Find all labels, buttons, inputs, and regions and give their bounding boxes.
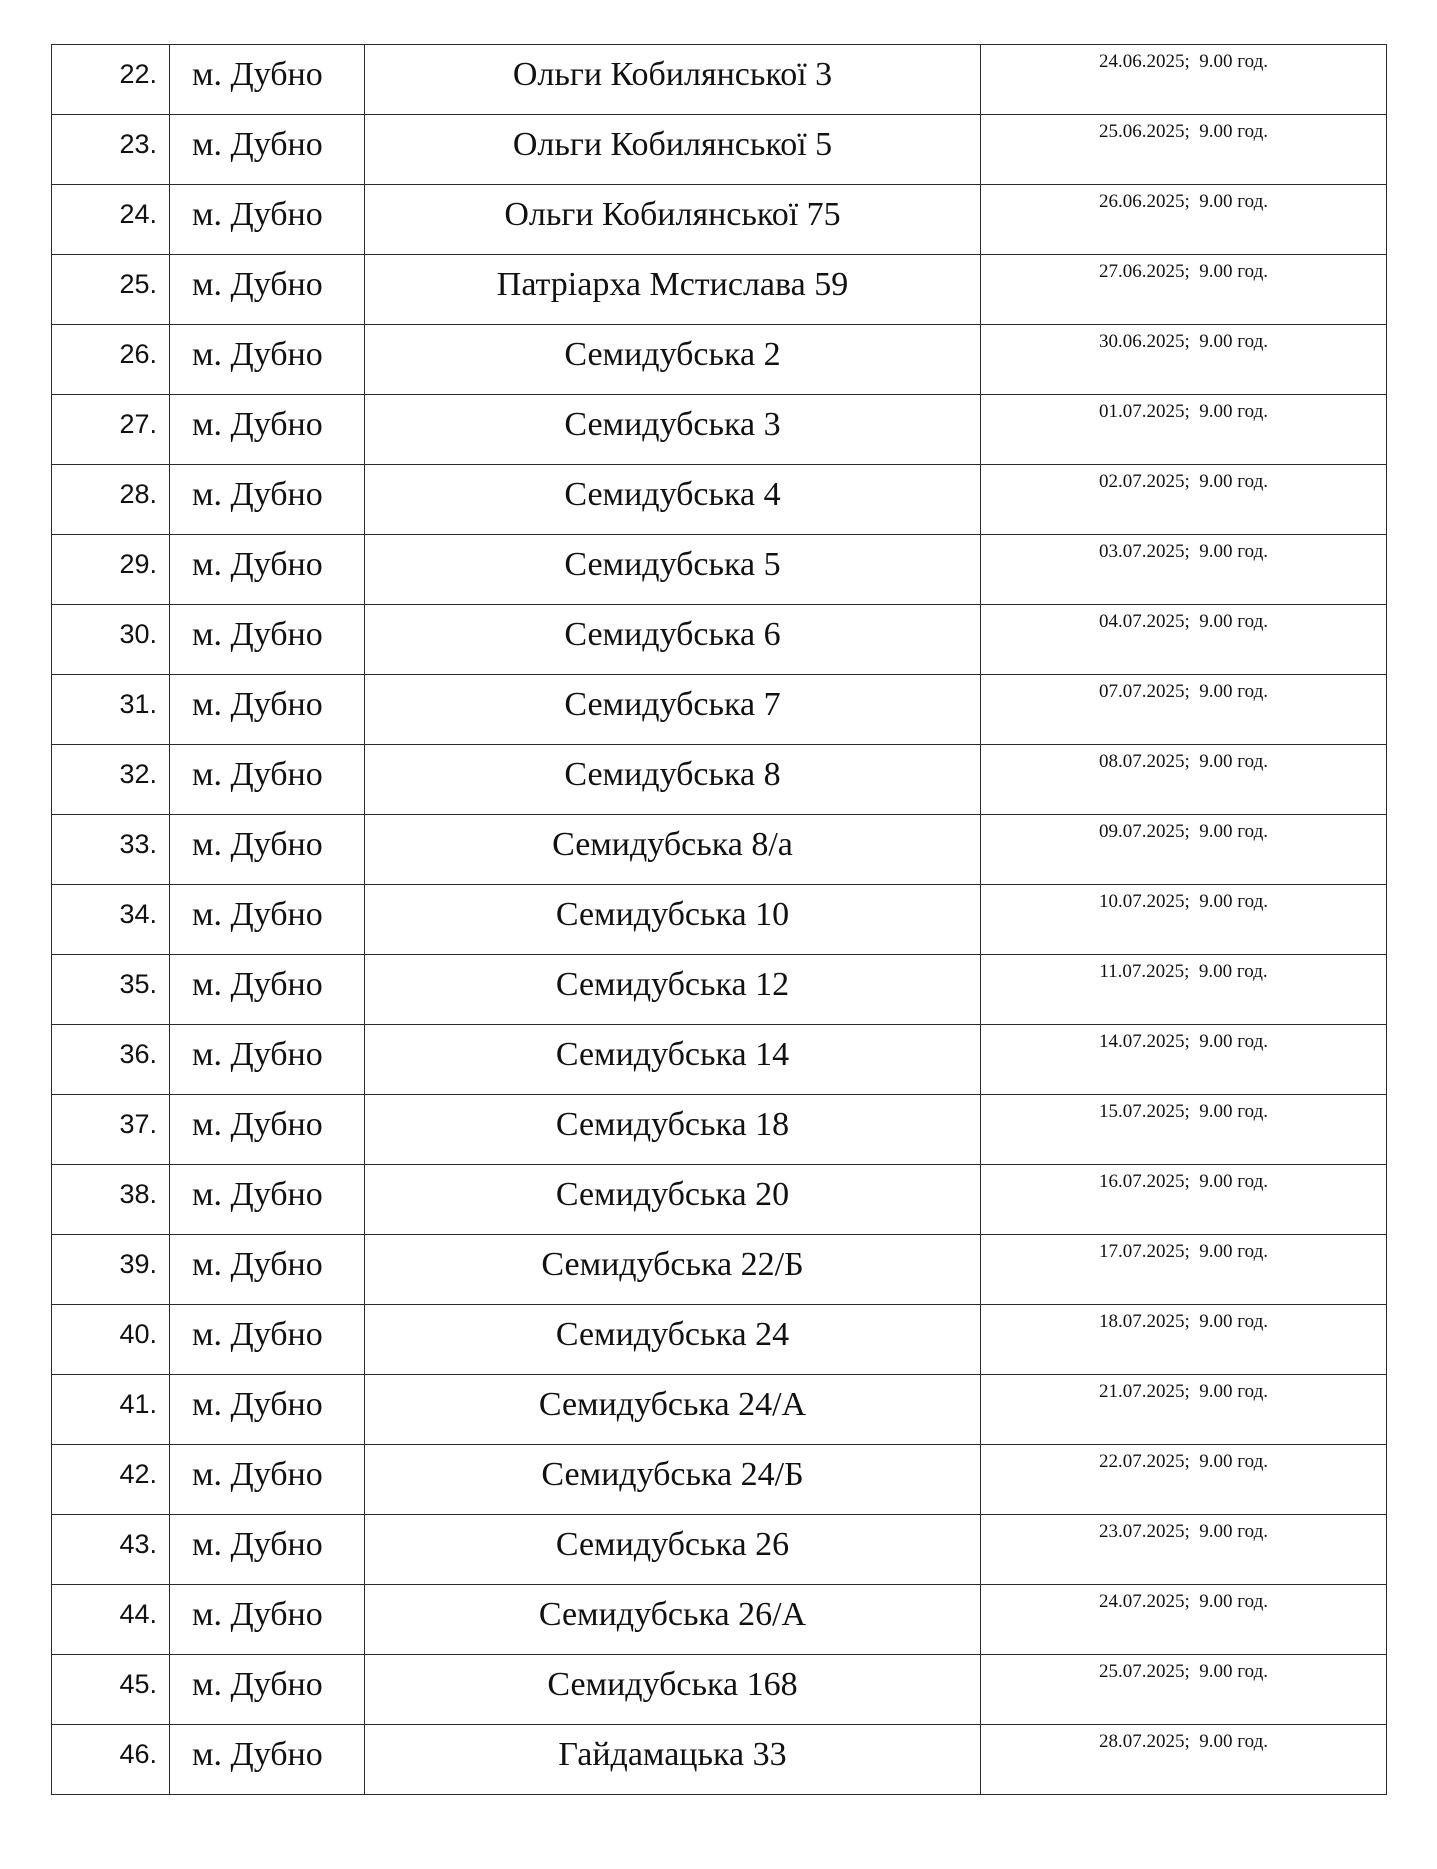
row-number: 39. (119, 1249, 157, 1279)
table-row (52, 1025, 1387, 1095)
city-name: м. Дубно (192, 335, 323, 373)
table-row (52, 395, 1387, 465)
row-number: 26. (119, 339, 157, 369)
city-cell (170, 1655, 365, 1725)
city-name: м. Дубно (192, 125, 323, 163)
row-number-cell (52, 1375, 170, 1445)
street-address-cell (365, 45, 981, 115)
date-time: 18.07.2025; 9.00 год. (1099, 1311, 1268, 1332)
city-cell (170, 745, 365, 815)
city-name: м. Дубно (192, 755, 323, 793)
row-number: 44. (119, 1599, 157, 1629)
city-cell (170, 1585, 365, 1655)
street-address: Семидубська 24/Б (541, 1455, 804, 1493)
city-cell (170, 675, 365, 745)
street-address-cell (365, 1165, 981, 1235)
date-time: 27.06.2025; 9.00 год. (1099, 261, 1268, 282)
street-address: Семидубська 8 (564, 755, 781, 793)
city-name: м. Дубно (192, 1525, 323, 1563)
date-time-cell (981, 1375, 1387, 1445)
city-cell (170, 395, 365, 465)
table-row (52, 1165, 1387, 1235)
city-name: м. Дубно (192, 1595, 323, 1633)
row-number-cell (52, 605, 170, 675)
city-cell (170, 185, 365, 255)
date-time-cell (981, 1515, 1387, 1585)
street-address: Семидубська 12 (555, 965, 790, 1003)
date-time-cell (981, 745, 1387, 815)
city-cell (170, 325, 365, 395)
date-time-cell (981, 1305, 1387, 1375)
row-number-cell (52, 1655, 170, 1725)
date-time: 09.07.2025; 9.00 год. (1099, 821, 1268, 842)
date-time: 25.07.2025; 9.00 год. (1099, 1661, 1268, 1682)
row-number: 36. (119, 1039, 157, 1069)
date-time-cell (981, 675, 1387, 745)
street-address: Гайдамацька 33 (558, 1735, 787, 1773)
row-number: 45. (119, 1669, 157, 1699)
row-number: 40. (119, 1319, 157, 1349)
table-row (52, 465, 1387, 535)
street-address: Семидубська 18 (555, 1105, 790, 1143)
table-row (52, 955, 1387, 1025)
street-address: Семидубська 6 (564, 615, 781, 653)
row-number: 38. (119, 1179, 157, 1209)
city-name: м. Дубно (192, 895, 323, 933)
street-address-cell (365, 815, 981, 885)
street-address-cell (365, 255, 981, 325)
street-address: Семидубська 22/Б (541, 1245, 804, 1283)
row-number: 29. (119, 549, 157, 579)
table-row (52, 115, 1387, 185)
date-time-cell (981, 255, 1387, 325)
date-time-cell (981, 1655, 1387, 1725)
table-row (52, 1235, 1387, 1305)
city-cell (170, 1515, 365, 1585)
row-number-cell (52, 745, 170, 815)
street-address-cell (365, 185, 981, 255)
city-name: м. Дубно (192, 55, 323, 93)
city-cell (170, 1305, 365, 1375)
city-cell (170, 115, 365, 185)
date-time-cell (981, 1235, 1387, 1305)
city-name: м. Дубно (192, 475, 323, 513)
schedule-table (51, 44, 1387, 1795)
date-time: 28.07.2025; 9.00 год. (1099, 1731, 1268, 1752)
street-address: Ольги Кобилянської 75 (504, 195, 841, 233)
street-address-cell (365, 955, 981, 1025)
street-address: Семидубська 4 (564, 475, 781, 513)
row-number-cell (52, 255, 170, 325)
street-address-cell (365, 1095, 981, 1165)
row-number: 27. (119, 409, 157, 439)
row-number-cell (52, 115, 170, 185)
street-address-cell (365, 1025, 981, 1095)
city-name: м. Дубно (192, 1035, 323, 1073)
street-address: Семидубська 26/А (538, 1595, 807, 1633)
row-number: 42. (119, 1459, 157, 1489)
street-address-cell (365, 1445, 981, 1515)
city-name: м. Дубно (192, 545, 323, 583)
date-time: 07.07.2025; 9.00 год. (1099, 681, 1268, 702)
date-time: 25.06.2025; 9.00 год. (1099, 121, 1268, 142)
date-time-cell (981, 605, 1387, 675)
row-number: 46. (119, 1739, 157, 1769)
city-cell (170, 255, 365, 325)
date-time-cell (981, 1725, 1387, 1795)
date-time: 30.06.2025; 9.00 год. (1099, 331, 1268, 352)
date-time-cell (981, 1165, 1387, 1235)
table-row (52, 1445, 1387, 1515)
street-address: Семидубська 26 (555, 1525, 790, 1563)
date-time: 01.07.2025; 9.00 год. (1099, 401, 1268, 422)
date-time: 24.06.2025; 9.00 год. (1099, 51, 1268, 72)
table-row (52, 325, 1387, 395)
row-number: 33. (119, 829, 157, 859)
street-address: Семидубська 3 (564, 405, 781, 443)
street-address-cell (365, 605, 981, 675)
street-address-cell (365, 1375, 981, 1445)
date-time-cell (981, 185, 1387, 255)
date-time-cell (981, 45, 1387, 115)
row-number: 28. (119, 479, 157, 509)
date-time: 24.07.2025; 9.00 год. (1099, 1591, 1268, 1612)
city-cell (170, 1725, 365, 1795)
city-name: м. Дубно (192, 1385, 323, 1423)
date-time: 08.07.2025; 9.00 год. (1099, 751, 1268, 772)
date-time-cell (981, 815, 1387, 885)
row-number: 30. (119, 619, 157, 649)
city-name: м. Дубно (192, 1105, 323, 1143)
row-number-cell (52, 1235, 170, 1305)
street-address-cell (365, 745, 981, 815)
city-cell (170, 1165, 365, 1235)
row-number-cell (52, 1165, 170, 1235)
city-name: м. Дубно (192, 405, 323, 443)
row-number-cell (52, 1095, 170, 1165)
city-cell (170, 1375, 365, 1445)
date-time: 21.07.2025; 9.00 год. (1099, 1381, 1268, 1402)
date-time-cell (981, 1025, 1387, 1095)
city-cell (170, 885, 365, 955)
row-number-cell (52, 1445, 170, 1515)
date-time-cell (981, 395, 1387, 465)
row-number-cell (52, 1515, 170, 1585)
date-time-cell (981, 115, 1387, 185)
date-time: 17.07.2025; 9.00 год. (1099, 1241, 1268, 1262)
schedule-table-body (52, 45, 1387, 1795)
row-number-cell (52, 675, 170, 745)
city-cell (170, 535, 365, 605)
city-name: м. Дубно (192, 1735, 323, 1773)
date-time: 14.07.2025; 9.00 год. (1099, 1031, 1268, 1052)
row-number: 24. (119, 199, 157, 229)
date-time-cell (981, 885, 1387, 955)
street-address-cell (365, 465, 981, 535)
table-row (52, 1095, 1387, 1165)
city-name: м. Дубно (192, 965, 323, 1003)
row-number: 23. (119, 129, 157, 159)
street-address: Семидубська 168 (547, 1665, 798, 1703)
street-address: Семидубська 20 (555, 1175, 790, 1213)
date-time-cell (981, 1095, 1387, 1165)
row-number-cell (52, 885, 170, 955)
street-address: Ольги Кобилянської 5 (512, 125, 833, 163)
street-address: Семидубська 24 (555, 1315, 790, 1353)
street-address: Семидубська 24/А (538, 1385, 807, 1423)
city-name: м. Дубно (192, 1665, 323, 1703)
table-row (52, 1725, 1387, 1795)
city-name: м. Дубно (192, 825, 323, 863)
row-number-cell (52, 1725, 170, 1795)
row-number: 22. (119, 59, 157, 89)
city-cell (170, 815, 365, 885)
street-address-cell (365, 115, 981, 185)
street-address: Семидубська 5 (564, 545, 781, 583)
street-address-cell (365, 325, 981, 395)
row-number-cell (52, 45, 170, 115)
row-number-cell (52, 815, 170, 885)
table-row (52, 1655, 1387, 1725)
city-cell (170, 1025, 365, 1095)
row-number-cell (52, 535, 170, 605)
table-row (52, 1585, 1387, 1655)
date-time: 23.07.2025; 9.00 год. (1099, 1521, 1268, 1542)
row-number: 41. (119, 1389, 157, 1419)
city-name: м. Дубно (192, 1315, 323, 1353)
table-row (52, 1375, 1387, 1445)
street-address-cell (365, 1305, 981, 1375)
city-name: м. Дубно (192, 1175, 323, 1213)
row-number-cell (52, 465, 170, 535)
city-cell (170, 955, 365, 1025)
city-name: м. Дубно (192, 615, 323, 653)
row-number: 32. (119, 759, 157, 789)
street-address-cell (365, 1655, 981, 1725)
date-time: 15.07.2025; 9.00 год. (1099, 1101, 1268, 1122)
row-number: 34. (119, 899, 157, 929)
date-time: 03.07.2025; 9.00 год. (1099, 541, 1268, 562)
row-number-cell (52, 1585, 170, 1655)
city-cell (170, 1095, 365, 1165)
row-number: 37. (119, 1109, 157, 1139)
city-name: м. Дубно (192, 195, 323, 233)
row-number-cell (52, 1305, 170, 1375)
street-address: Ольги Кобилянської 3 (512, 55, 833, 93)
table-row (52, 45, 1387, 115)
table-row (52, 1515, 1387, 1585)
table-row (52, 185, 1387, 255)
city-cell (170, 45, 365, 115)
street-address: Семидубська 10 (555, 895, 790, 933)
table-row (52, 1305, 1387, 1375)
street-address-cell (365, 535, 981, 605)
table-row (52, 885, 1387, 955)
street-address-cell (365, 1235, 981, 1305)
table-row (52, 255, 1387, 325)
city-cell (170, 1445, 365, 1515)
street-address-cell (365, 1725, 981, 1795)
street-address: Патріарха Мстислава 59 (496, 265, 849, 303)
date-time: 10.07.2025; 9.00 год. (1099, 891, 1268, 912)
date-time: 04.07.2025; 9.00 год. (1099, 611, 1268, 632)
row-number-cell (52, 325, 170, 395)
street-address: Семидубська 8/а (552, 825, 793, 863)
date-time: 16.07.2025; 9.00 год. (1099, 1171, 1268, 1192)
date-time-cell (981, 1585, 1387, 1655)
row-number: 43. (119, 1529, 157, 1559)
street-address-cell (365, 885, 981, 955)
city-name: м. Дубно (192, 1245, 323, 1283)
date-time: 02.07.2025; 9.00 год. (1099, 471, 1268, 492)
city-cell (170, 1235, 365, 1305)
date-time-cell (981, 1445, 1387, 1515)
table-row (52, 535, 1387, 605)
table-row (52, 815, 1387, 885)
date-time: 11.07.2025; 9.00 год. (1099, 961, 1268, 982)
city-name: м. Дубно (192, 685, 323, 723)
street-address-cell (365, 1585, 981, 1655)
city-cell (170, 605, 365, 675)
city-name: м. Дубно (192, 265, 323, 303)
street-address-cell (365, 675, 981, 745)
date-time: 26.06.2025; 9.00 год. (1099, 191, 1268, 212)
date-time-cell (981, 465, 1387, 535)
street-address-cell (365, 395, 981, 465)
table-row (52, 675, 1387, 745)
date-time-cell (981, 535, 1387, 605)
row-number-cell (52, 1025, 170, 1095)
date-time-cell (981, 325, 1387, 395)
street-address-cell (365, 1515, 981, 1585)
row-number-cell (52, 185, 170, 255)
date-time: 22.07.2025; 9.00 год. (1099, 1451, 1268, 1472)
row-number-cell (52, 955, 170, 1025)
row-number: 35. (119, 969, 157, 999)
city-name: м. Дубно (192, 1455, 323, 1493)
street-address: Семидубська 7 (564, 685, 781, 723)
table-row (52, 605, 1387, 675)
row-number-cell (52, 395, 170, 465)
city-cell (170, 465, 365, 535)
table-row (52, 745, 1387, 815)
date-time-cell (981, 955, 1387, 1025)
row-number: 31. (119, 689, 157, 719)
street-address: Семидубська 2 (564, 335, 781, 373)
street-address: Семидубська 14 (555, 1035, 790, 1073)
row-number: 25. (119, 269, 157, 299)
